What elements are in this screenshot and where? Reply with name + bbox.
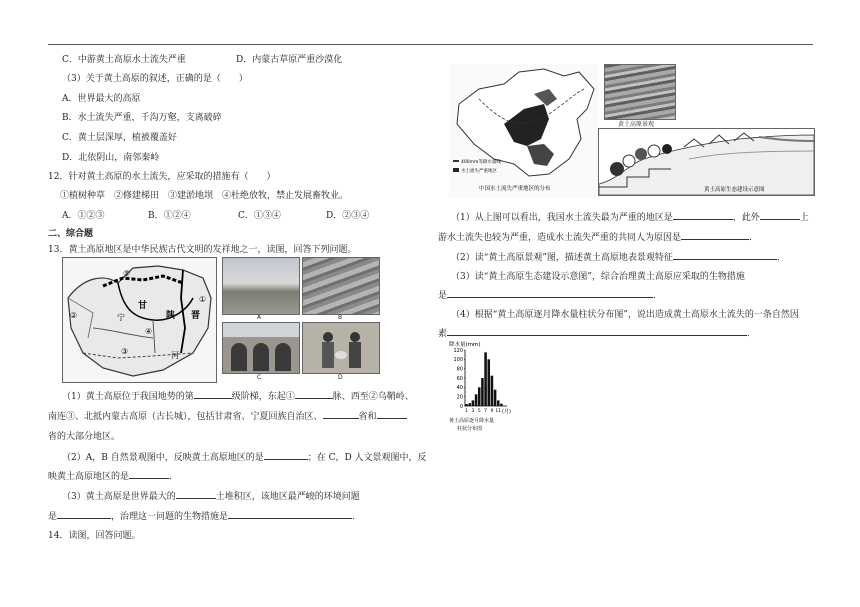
loess-landscape-photo (604, 64, 676, 120)
precipitation-chart-svg (447, 340, 517, 436)
blank-bio-measure[interactable] (228, 509, 352, 519)
chart-bar-month-10 (494, 390, 497, 406)
chart-ytick-label: 80 (456, 366, 463, 373)
map-legend-isohyet: 400mm等降水量线 (461, 160, 501, 165)
chart-title-line2: 柱状分布图 (457, 426, 483, 432)
blank-natural-landscape[interactable] (264, 450, 308, 460)
q3-option-d: D．北依阴山，南邻秦岭 (62, 153, 160, 163)
chart-xtick-label: 7 (484, 409, 488, 414)
blank-env-problem[interactable] (57, 509, 111, 519)
option-c-prev: C．中游黄土高原水土流失严重 (62, 55, 186, 65)
photo-d-waist-drummers (302, 322, 380, 374)
blank-human-cause[interactable] (681, 230, 749, 240)
q12-items: ①植树种草 ②修建梯田 ③建淤地坝 ④杜绝放牧，禁止发展畜牧业。 (60, 191, 349, 201)
photo-a-label: A (257, 314, 262, 321)
chart-bar-month-5 (478, 387, 481, 406)
chart-ytick-label: 100 (453, 357, 463, 364)
loess-photo-caption: 黄土高原景观 (618, 121, 655, 128)
chart-bar-month-9 (491, 376, 494, 406)
chart-bar-month-8 (487, 359, 490, 406)
chart-bar-month-6 (481, 378, 484, 406)
chart-xtick-label: 3 (471, 409, 475, 414)
blank-bio-measures[interactable] (447, 288, 653, 298)
photo-b-label: B (338, 314, 343, 321)
chart-bar-month-4 (475, 394, 478, 406)
map-label-2: ② (70, 311, 78, 320)
chart-bar-month-11 (497, 400, 500, 406)
chart-ylabel: 降水量(mm) (449, 342, 481, 348)
option-d-prev: D．内蒙古草原严重沙漠化 (236, 55, 343, 65)
chart-bar-month-2 (468, 403, 471, 406)
blank-soil-type[interactable] (176, 489, 216, 499)
chart-bar-month-3 (472, 400, 475, 406)
q13-1-line3: 省的大部分地区。 (48, 432, 121, 442)
chart-bar-month-1 (465, 404, 468, 406)
r-q4-line1: （4）根据“黄土高原逐月降水量柱状分布图”，说出造成黄土高原水土流失的一条自然因 (451, 310, 799, 320)
chart-xlabel: (月) (502, 409, 511, 415)
map-label-he: 河 (171, 351, 179, 360)
chart-ytick-label: 60 (456, 375, 463, 382)
eco-diagram-caption: 黄土高原生态建设示意图 (704, 187, 765, 193)
map-label-jin: 晋 (191, 311, 201, 321)
photo-c-cave-dwellings (222, 322, 300, 374)
blank-most-severe-area[interactable] (673, 210, 733, 220)
q12-option-c: C．①③④ (238, 211, 281, 221)
map-label-4: ④ (145, 327, 153, 336)
r-q4-line2: 素 ． (438, 326, 756, 339)
chart-xtick-label: 11 (495, 409, 502, 414)
q13-2-line2: 映黄土高原地区的是 ． (48, 469, 178, 482)
chart-xtick-label: 5 (477, 409, 481, 414)
q13-3-line2: 是 ，治理这一问题的生物措施是 ． (48, 509, 361, 522)
chart-ytick-label: 120 (453, 347, 463, 354)
blank-mountain-east[interactable] (295, 389, 333, 399)
q3-option-b: B．水土流失严重，千沟万壑，支离破碎 (62, 113, 222, 123)
q12-option-b: B．①②④ (148, 211, 191, 221)
map-label-1: ① (199, 295, 207, 304)
q12-stem: 12．针对黄土高原的水土流失，应采取的措施有（ ） (48, 172, 276, 182)
blank-cultural-landscape[interactable] (129, 469, 169, 479)
blank-natural-factor[interactable] (447, 326, 747, 336)
q12-option-d: D．②③④ (326, 211, 370, 221)
loess-plateau-map (62, 257, 217, 383)
r-q1-line1: （1）从上图可以看出，我国水土流失最为严重的地区是 ，此外 上 (451, 210, 809, 223)
circle-2: ② (368, 392, 378, 402)
map-label-shaan: 陕 (166, 311, 176, 321)
r-q1-line2: 游水土流失也较为严重，造成水土流失严重的共同人为原因是 ． (438, 230, 758, 243)
chart-ytick-label: 40 (456, 385, 463, 392)
blank-province-1[interactable] (323, 409, 359, 419)
blank-province-2[interactable] (377, 409, 407, 419)
circle-3: ③ (66, 412, 76, 422)
q3-option-c: C．黄土层深厚，植被覆盖好 (62, 133, 177, 143)
blank-step[interactable] (194, 389, 232, 399)
q13-1-line1: （1）黄土高原位于我国地势的第 级阶梯，东起① 脉、西至②乌鞘岭、 (62, 389, 414, 402)
photo-b-loess-gullies (302, 257, 380, 315)
photo-a-grassland (222, 257, 300, 315)
r-q3-line1: （3）读“黄土高原生态建设示意图”，综合治理黄土高原应采取的生物措施 (451, 272, 745, 282)
circle-1: ① (285, 392, 295, 402)
q13-1-line2: 南连③、北抵内蒙古高原（古长城），包括甘肃省、宁夏回族自治区、 省和 (48, 409, 407, 422)
map-legend-erosion: 水土流失严重地区 (461, 169, 497, 174)
map-label-gan: 甘 (138, 301, 148, 311)
eco-construction-diagram (598, 128, 815, 196)
map-label-ning: 宁 (117, 313, 125, 322)
q12-option-a: A．①②③ (62, 211, 105, 221)
chart-xtick-label: 9 (490, 409, 494, 414)
blank-landscape-features[interactable] (673, 250, 777, 260)
q13-stem: 13．黄土高原地区是中华民族古代文明的发祥地之一，读图，回答下列问题。 (48, 245, 357, 255)
photo-d-label: D (338, 374, 343, 381)
q14-stem: 14．读图，回答问题。 (48, 531, 141, 541)
r-q3-line2: 是 ． (438, 288, 662, 301)
section-title: 二、综合题 (48, 229, 94, 239)
chart-title-line1: 黄土高原逐月降水量 (449, 418, 495, 424)
q13-2-line1: （2）A，B 自然景观图中，反映黄土高原地区的是 ；在 C，D 人文景观图中，反 (62, 450, 427, 463)
chart-bar-month-12 (500, 404, 503, 406)
chart-ytick-label: 0 (459, 403, 463, 410)
map-label-3: ③ (121, 347, 129, 356)
chart-ytick-label: 20 (456, 394, 463, 401)
r-q2: （2）读“黄土高原景观”图，描述黄土高原地表景观特征 ． (451, 250, 786, 263)
q3-option-a: A．世界最大的高原 (62, 94, 141, 104)
chart-bar-month-7 (484, 352, 487, 406)
q3-stem: （3）关于黄土高原的叙述，正确的是（ ） (62, 74, 248, 84)
photo-c-label: C (257, 374, 262, 381)
blank-other-area[interactable] (760, 210, 800, 220)
china-map-caption: 中国水土流失严重地区的分布 (479, 186, 551, 192)
chart-xtick-label: 1 (465, 409, 469, 414)
precipitation-chart (447, 340, 517, 436)
q13-3-line1: （3）黄土高原是世界最大的 土堆积区，该地区最严峻的环境问题 (62, 489, 360, 502)
map-label-5: ⑤ (123, 269, 131, 278)
header-rule (48, 44, 813, 45)
china-erosion-map (449, 64, 599, 198)
